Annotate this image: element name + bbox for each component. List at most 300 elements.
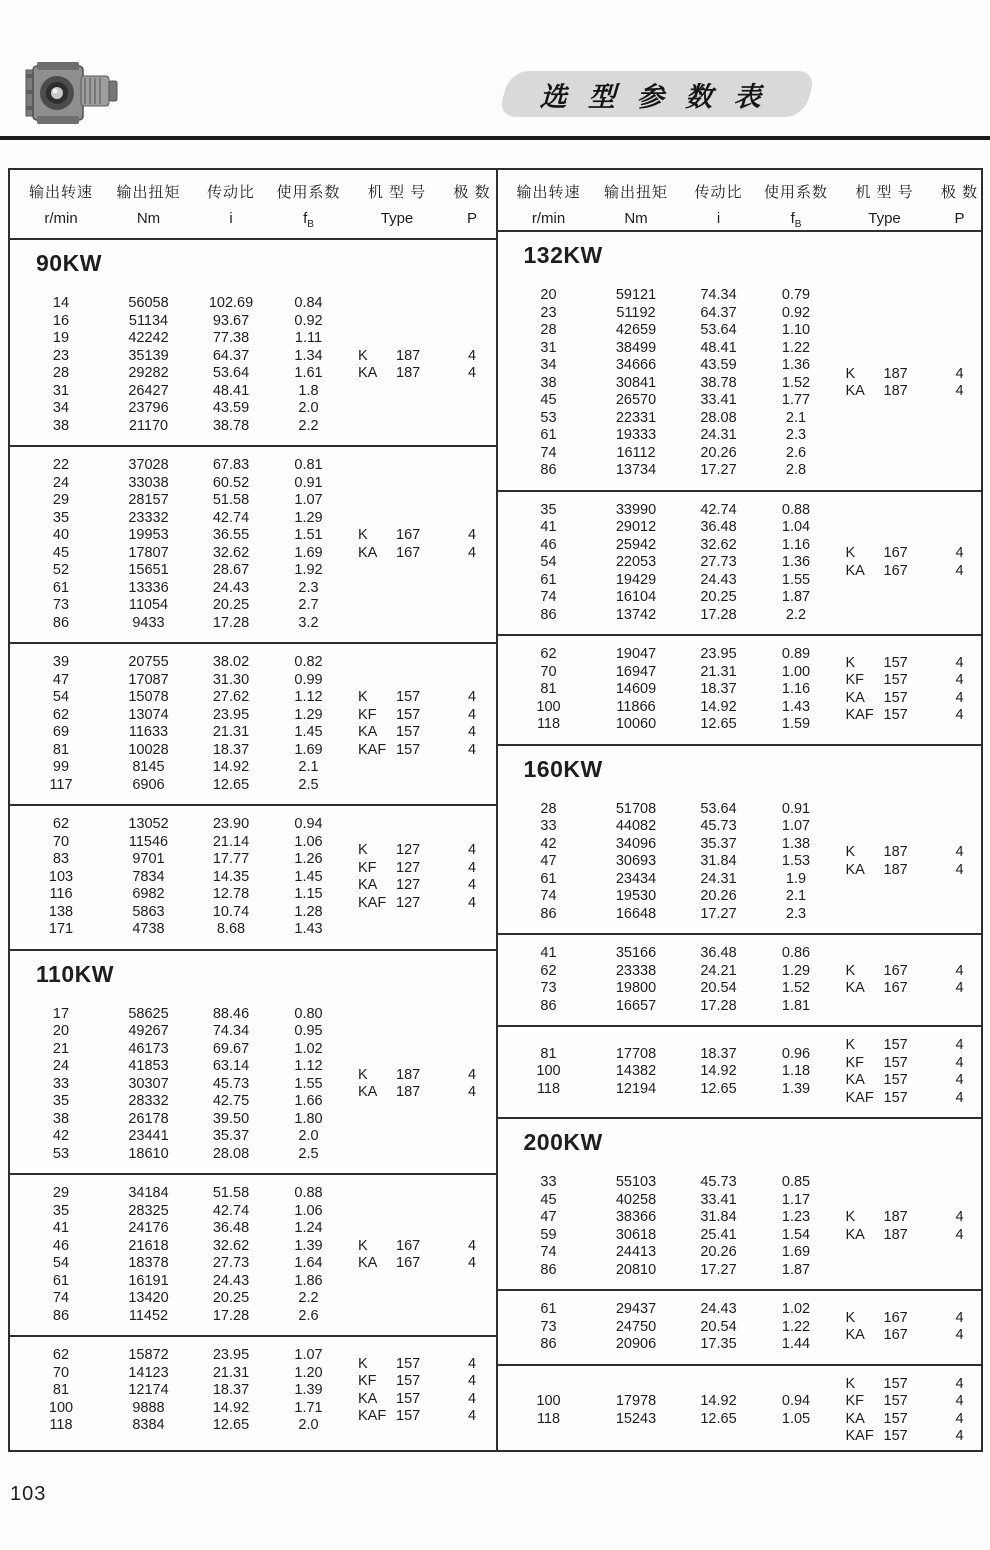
cell-type: [358, 1067, 452, 1085]
cell-ratio: 20.25: [212, 597, 250, 613]
type-series: KAF: [845, 707, 874, 724]
cell-service-factor: 1.24: [294, 1220, 323, 1236]
cell-ratio: 45.73: [212, 1075, 250, 1092]
cell-speed: 86: [540, 606, 557, 623]
column-header-poles: [936, 181, 982, 230]
section-title: 90KW: [36, 250, 102, 276]
table-row: [16, 1347, 346, 1365]
cell-poles: 4: [955, 1393, 964, 1409]
table-row: [504, 1174, 834, 1192]
cell-speed: 22: [52, 457, 70, 473]
table-unit: [498, 634, 982, 744]
type-series: KA: [358, 544, 378, 561]
data-rows: [16, 654, 346, 794]
table-row: [504, 888, 834, 906]
type-entry: [846, 844, 982, 862]
cell-torque: 59121: [615, 287, 657, 303]
type-size: 157: [883, 1428, 908, 1444]
cell-service-factor: 1.12: [294, 1058, 323, 1074]
table-row: [504, 1319, 834, 1337]
type-series: KF: [358, 1373, 377, 1390]
type-series: KA: [358, 1084, 378, 1101]
cell-speed: 19: [52, 330, 70, 346]
cell-ratio: 20.54: [700, 1318, 737, 1335]
cell-service-factor: 1.80: [294, 1110, 323, 1127]
cell-torque: 26570: [615, 392, 657, 408]
cell-poles: 4: [467, 724, 477, 740]
cell-poles: 4: [467, 877, 477, 894]
table-row: [504, 462, 834, 480]
cell-service-factor: 1.43: [294, 921, 323, 937]
cell-torque: 35139: [128, 347, 169, 364]
cell-torque: 14609: [615, 681, 657, 697]
cell-poles: 4: [955, 689, 964, 706]
cell-torque: 20906: [615, 1336, 657, 1352]
cell-service-factor: 0.80: [294, 1005, 323, 1022]
type-series: KA: [845, 689, 865, 706]
type-series: K: [358, 1355, 368, 1372]
cell-torque: 15872: [128, 1347, 169, 1363]
cell-torque: 21170: [128, 417, 169, 434]
type-series: K: [845, 962, 856, 979]
cell-service-factor: 1.39: [294, 1237, 323, 1254]
type-series: KA: [358, 1255, 378, 1271]
cell-speed: 100: [536, 1393, 561, 1409]
cell-service-factor: 1.34: [294, 347, 323, 364]
cell-service-factor: 1.53: [781, 853, 811, 869]
cell-service-factor: 1.77: [781, 392, 811, 408]
header-label-en: r/min: [44, 210, 78, 227]
cell-speed: 86: [540, 1336, 557, 1352]
block-body: [10, 644, 496, 804]
cell-type: [846, 1327, 940, 1345]
block-body: [10, 447, 496, 642]
column-header-ratio: [679, 181, 759, 230]
cell-speed: 74: [540, 444, 557, 461]
cell-ratio: 20.26: [700, 444, 737, 461]
section-title: 200KW: [523, 1129, 603, 1155]
type-series: KF: [358, 859, 377, 876]
cell-ratio: 53.64: [212, 365, 250, 381]
cell-speed: 54: [540, 554, 557, 570]
cell-poles: 4: [467, 1408, 477, 1425]
cell-ratio: 24.43: [212, 1272, 250, 1289]
table-row: [504, 963, 834, 981]
cell-torque: 5863: [132, 903, 165, 920]
cell-poles: 4: [955, 980, 964, 996]
cell-ratio: 35.37: [212, 1128, 250, 1144]
type-size: 187: [883, 861, 908, 878]
cell-speed: 31: [52, 382, 70, 399]
cell-type: [846, 862, 940, 880]
table-row: [504, 554, 834, 572]
cell-ratio: 20.26: [700, 1244, 737, 1260]
cell-service-factor: 1.52: [781, 980, 811, 996]
cell-torque: 30618: [615, 1226, 657, 1243]
cell-speed: 46: [540, 536, 557, 553]
header-label-cn: 输出转速: [28, 184, 93, 201]
cell-type: [846, 963, 940, 981]
cell-torque: 34666: [615, 357, 657, 373]
cell-type: [846, 1037, 940, 1055]
cell-torque: 15243: [615, 1410, 657, 1427]
cell-type: [846, 707, 940, 725]
cell-poles: 4: [467, 544, 477, 561]
table-row: [16, 492, 346, 510]
type-size: 157: [396, 1373, 421, 1390]
cell-ratio: 35.37: [700, 835, 737, 852]
cell-torque: 23441: [128, 1128, 169, 1144]
type-entry: [846, 1327, 982, 1345]
table-unit: [498, 744, 982, 934]
cell-service-factor: 1.71: [294, 1399, 323, 1416]
type-list: [834, 655, 982, 725]
cell-speed: 47: [540, 853, 557, 869]
cell-speed: 24: [52, 474, 70, 491]
cell-torque: 28325: [128, 1202, 169, 1219]
cell-speed: 42: [52, 1128, 70, 1144]
cell-service-factor: 1.22: [781, 1318, 811, 1335]
cell-speed: 29: [52, 492, 70, 508]
cell-speed: 53: [52, 1145, 70, 1162]
cell-ratio: 25.41: [700, 1226, 737, 1243]
table-row: [504, 572, 834, 590]
table-row: [16, 1382, 346, 1400]
table-row: [16, 1023, 346, 1041]
table-row: [16, 475, 346, 493]
cell-torque: 13734: [615, 462, 657, 478]
type-entry: [846, 545, 982, 563]
cell-poles: 4: [955, 707, 964, 724]
type-size: 187: [883, 1226, 908, 1243]
type-series: K: [845, 1309, 856, 1326]
data-rows: [504, 287, 834, 480]
type-size: 157: [883, 1393, 908, 1409]
cell-service-factor: 1.28: [294, 903, 323, 920]
type-size: 157: [883, 672, 908, 689]
data-rows: [504, 1174, 834, 1279]
header-label-en: Type: [868, 210, 901, 227]
cell-speed: 17: [52, 1005, 70, 1022]
cell-torque: 34184: [128, 1185, 169, 1201]
cell-poles: 4: [467, 365, 477, 381]
cell-speed: 45: [52, 544, 70, 561]
type-entry: [358, 742, 496, 760]
type-size: 167: [883, 980, 908, 996]
cell-ratio: 14.92: [700, 698, 737, 715]
cell-service-factor: 1.64: [294, 1255, 323, 1271]
type-series: KF: [845, 1393, 865, 1409]
type-entry: [846, 963, 982, 981]
cell-speed: 52: [52, 562, 70, 578]
table-row: [16, 724, 346, 742]
cell-torque: 10060: [615, 716, 657, 732]
cell-speed: 81: [540, 681, 557, 697]
cell-service-factor: 0.92: [294, 312, 323, 329]
type-size: 167: [883, 545, 908, 562]
cell-ratio: 43.59: [212, 400, 250, 416]
table-row: [16, 1146, 346, 1164]
type-list: [834, 366, 982, 401]
cell-speed: 74: [52, 1290, 70, 1306]
table-row: [16, 834, 346, 852]
table-row: [504, 664, 834, 682]
cell-type: [358, 545, 452, 563]
cell-torque: 12174: [128, 1382, 169, 1398]
table-row: [16, 545, 346, 563]
type-size: 167: [883, 562, 908, 579]
cell-poles: 4: [955, 861, 964, 878]
table-row: [504, 375, 834, 393]
cell-torque: 10028: [128, 741, 169, 758]
cell-speed: 40: [52, 527, 70, 543]
cell-ratio: 74.34: [700, 287, 737, 303]
cell-poles: 4: [467, 741, 477, 758]
type-size: 187: [883, 1209, 908, 1225]
cell-service-factor: 1.20: [294, 1364, 323, 1381]
cell-type: [358, 1238, 452, 1256]
cell-speed: 62: [52, 706, 70, 723]
table-row: [16, 580, 346, 598]
cell-poles: 4: [955, 365, 964, 382]
table-row: [504, 646, 834, 664]
type-list: [834, 844, 982, 879]
cell-poles: 4: [955, 1072, 964, 1088]
cell-service-factor: 1.36: [781, 554, 811, 570]
cell-torque: 30307: [128, 1075, 169, 1092]
cell-speed: 62: [540, 962, 557, 979]
type-size: 167: [396, 1255, 421, 1271]
type-entry: [846, 1376, 982, 1394]
type-entry: [358, 707, 496, 725]
cell-service-factor: 2.0: [298, 400, 319, 416]
cell-ratio: 93.67: [212, 312, 250, 329]
cell-poles: 4: [955, 844, 964, 861]
cell-ratio: 42.75: [212, 1093, 250, 1109]
type-entry: [846, 1090, 982, 1108]
cell-ratio: 67.83: [212, 457, 250, 473]
data-rows: [16, 457, 346, 632]
cell-torque: 19530: [615, 888, 657, 904]
cell-service-factor: 1.52: [781, 374, 811, 391]
cell-torque: 22331: [615, 409, 657, 426]
table-row: [504, 801, 834, 819]
table-unit: [10, 949, 496, 1174]
table-row: [16, 1400, 346, 1418]
header-label-cn: 输出转速: [516, 184, 581, 201]
cell-speed: 86: [540, 997, 557, 1014]
cell-speed: 100: [48, 1399, 74, 1416]
type-entry: [358, 1067, 496, 1085]
type-size: 127: [396, 842, 421, 859]
cell-ratio: 14.92: [700, 1393, 737, 1409]
type-series: KA: [845, 1226, 865, 1243]
block-body: [10, 806, 496, 949]
cell-service-factor: 1.16: [781, 681, 811, 697]
cell-speed: 61: [52, 1272, 70, 1289]
cell-service-factor: 0.91: [781, 800, 811, 817]
table-row: [504, 537, 834, 555]
table-unit: [10, 804, 496, 949]
type-entry: [358, 860, 496, 878]
cell-service-factor: 1.06: [294, 1202, 323, 1219]
cell-torque: 24413: [615, 1244, 657, 1260]
table-column-left: [10, 170, 496, 1450]
page-banner: [497, 71, 816, 117]
cell-poles: 4: [467, 1084, 477, 1101]
cell-torque: 13742: [615, 606, 657, 623]
cell-service-factor: 2.0: [298, 1417, 319, 1433]
cell-service-factor: 0.94: [781, 1393, 811, 1409]
cell-service-factor: 0.95: [294, 1023, 323, 1039]
cell-ratio: 32.62: [212, 1237, 250, 1254]
table-unit: [498, 1289, 982, 1364]
cell-poles: 4: [955, 562, 964, 579]
cell-speed: 61: [540, 870, 557, 887]
type-entry: [358, 895, 496, 913]
type-size: 187: [396, 1084, 421, 1101]
cell-ratio: 36.48: [212, 1220, 250, 1236]
cell-ratio: 17.28: [700, 997, 737, 1014]
table-row: [504, 340, 834, 358]
table-row: [504, 322, 834, 340]
cell-service-factor: 1.29: [781, 962, 811, 979]
cell-ratio: 21.31: [212, 724, 250, 740]
cell-type: [846, 383, 940, 401]
cell-service-factor: 0.79: [781, 287, 811, 303]
type-entry: [846, 1209, 982, 1227]
cell-torque: 9433: [132, 614, 165, 631]
type-list: [834, 1209, 982, 1244]
type-series: K: [845, 545, 856, 562]
section-title: 110KW: [36, 960, 114, 987]
type-series: K: [358, 842, 368, 859]
type-list: [834, 1310, 982, 1345]
header-label-cn: 输出扭矩: [603, 184, 668, 201]
cell-poles: 4: [955, 1226, 964, 1243]
table-row: [16, 527, 346, 545]
header-label-en: Nm: [624, 210, 648, 227]
type-series: KA: [358, 1390, 378, 1407]
cell-torque: 18378: [128, 1255, 169, 1271]
cell-service-factor: 1.87: [781, 1261, 811, 1278]
type-size: 167: [883, 962, 908, 979]
cell-service-factor: 1.8: [298, 382, 319, 399]
cell-poles: 4: [955, 1089, 964, 1106]
cell-speed: 70: [540, 663, 557, 680]
table-row: [16, 816, 346, 834]
type-entry: [846, 1072, 982, 1090]
cell-ratio: 20.26: [700, 888, 737, 904]
cell-speed: 28: [540, 322, 557, 338]
cell-torque: 34096: [615, 835, 657, 852]
cell-speed: 38: [52, 417, 70, 434]
block-body: [498, 1027, 982, 1117]
cell-torque: 16104: [615, 589, 657, 605]
table-row: [504, 502, 834, 520]
type-size: 157: [396, 706, 421, 723]
cell-torque: 51134: [128, 312, 169, 329]
cell-type: [846, 1428, 940, 1446]
type-size: 167: [883, 1327, 908, 1344]
type-series: K: [845, 365, 856, 382]
cell-service-factor: 2.6: [298, 1307, 319, 1324]
cell-ratio: 17.27: [700, 462, 737, 478]
type-list: [346, 689, 496, 759]
type-size: 157: [396, 724, 421, 740]
cell-speed: 38: [540, 374, 557, 391]
header-label-cn: 使用系数: [276, 184, 341, 201]
cell-type: [846, 1393, 940, 1411]
type-series: KA: [845, 1410, 865, 1427]
cell-ratio: 14.92: [212, 759, 250, 775]
cell-ratio: 88.46: [212, 1005, 250, 1022]
table-row: [16, 348, 346, 366]
section-title: 160KW: [523, 755, 603, 782]
cell-speed: 86: [52, 1307, 70, 1324]
cell-type: [846, 1376, 940, 1394]
cell-poles: 4: [955, 1327, 964, 1344]
page-banner-title: 选 型 参 数 表: [537, 81, 775, 112]
table-unit: [10, 445, 496, 642]
type-entry: [846, 690, 982, 708]
cell-type: [358, 842, 452, 860]
cell-ratio: 12.65: [700, 1080, 737, 1097]
cell-speed: 70: [52, 1364, 70, 1381]
cell-service-factor: 1.38: [781, 835, 811, 852]
block-body: [10, 285, 496, 445]
cell-type: [358, 860, 452, 878]
cell-torque: 19800: [615, 980, 657, 996]
cell-speed: 117: [49, 776, 73, 793]
table-row: [504, 906, 834, 924]
cell-torque: 11633: [128, 724, 169, 740]
cell-torque: 11452: [128, 1307, 169, 1324]
cell-torque: 42242: [128, 330, 169, 346]
cell-poles: 4: [467, 706, 477, 723]
cell-type: [846, 1227, 940, 1245]
cell-torque: 20810: [615, 1261, 657, 1278]
cell-torque: 14382: [615, 1063, 657, 1080]
cell-torque: 58625: [128, 1005, 169, 1022]
type-size: 157: [396, 1390, 421, 1407]
table-unit: [10, 1335, 496, 1445]
table-column-right: [496, 170, 982, 1450]
cell-service-factor: 2.6: [785, 444, 807, 461]
cell-speed: 34: [52, 400, 70, 416]
type-series: K: [845, 844, 856, 861]
cell-service-factor: 1.61: [294, 365, 323, 381]
type-series: K: [845, 1037, 856, 1053]
table-row: [16, 1238, 346, 1256]
table-row: [504, 1192, 834, 1210]
table-row: [16, 457, 346, 475]
cell-speed: 62: [52, 1347, 70, 1363]
header-label-cn: 机 型 号: [367, 184, 427, 201]
cell-speed: 73: [52, 597, 70, 613]
cell-speed: 61: [540, 427, 557, 443]
cell-speed: 41: [52, 1220, 70, 1236]
cell-ratio: 24.43: [700, 1301, 737, 1317]
header-label-en: r/min: [531, 210, 566, 227]
cell-type: [358, 707, 452, 725]
block-body: [498, 791, 982, 934]
cell-torque: 15078: [128, 689, 169, 705]
type-series: KA: [845, 980, 865, 996]
cell-ratio: 51.58: [212, 1185, 250, 1201]
cell-poles: 4: [955, 962, 964, 979]
cell-ratio: 12.65: [700, 1410, 737, 1427]
